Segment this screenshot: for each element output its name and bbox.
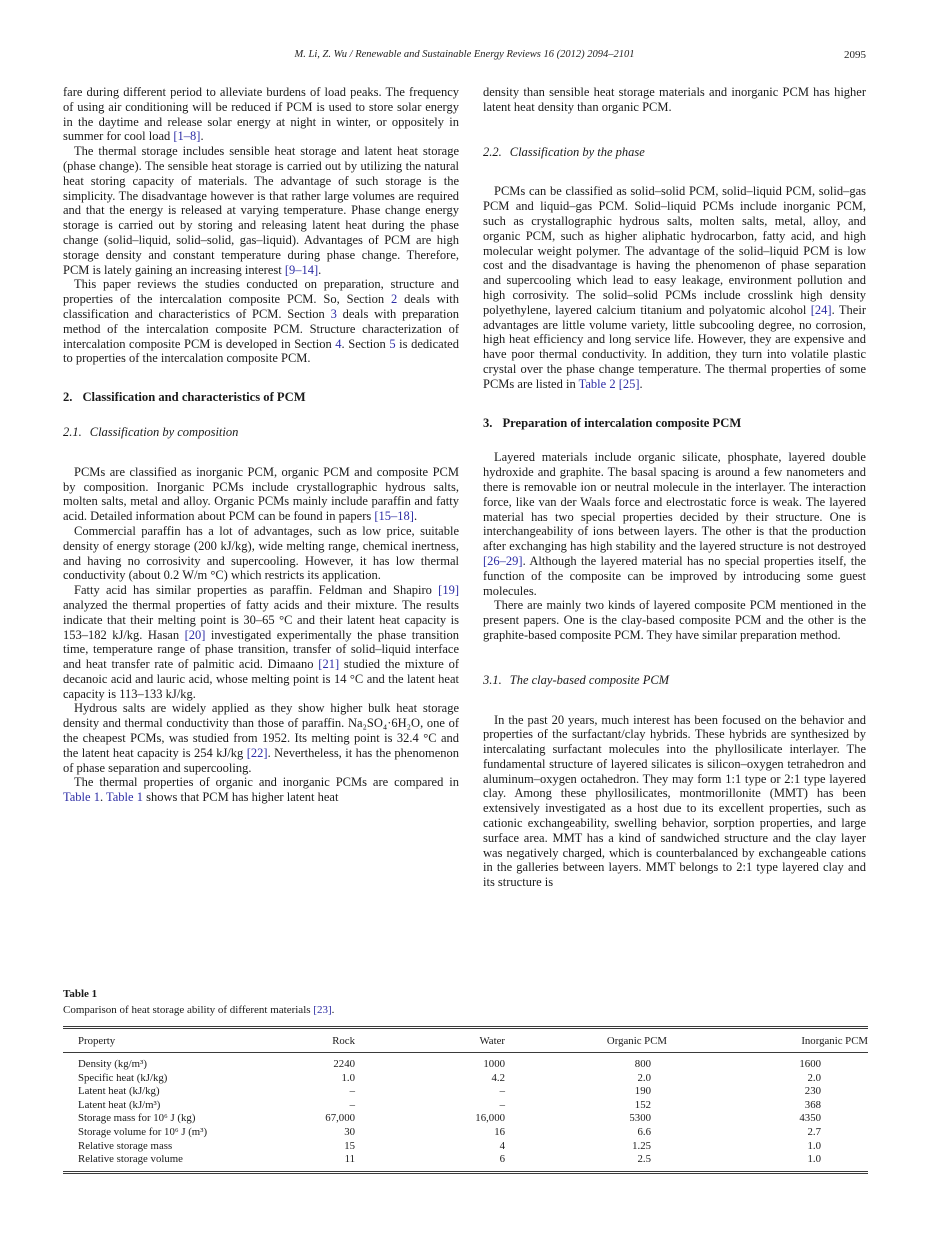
text-run: . bbox=[331, 1004, 335, 1016]
property-cell: Storage mass for 10⁶ J (kg) bbox=[78, 1112, 196, 1125]
citation-link[interactable]: [19] bbox=[438, 583, 459, 598]
table-label: Table 1 bbox=[63, 988, 98, 1000]
value-cell: 1.25 bbox=[632, 1139, 651, 1152]
value-cell: 800 bbox=[634, 1058, 651, 1070]
text-run: investigated experimentally the phase transition time, temperature range of phase transition, transfer of solid–liquid interface and heat transfer rate of palmitic acid. Dimaano bbox=[63, 627, 459, 672]
subsection-number: 3.1. bbox=[483, 672, 502, 687]
value-cell: 11 bbox=[344, 1153, 355, 1166]
table-row bbox=[63, 1053, 868, 1072]
table-row bbox=[63, 1085, 868, 1099]
text-run: Hydrous salts are widely applied as they show higher bulk heat storage density and thermal conductivity than those of paraffin. Na₂SO₄·6H₂O, one of the cheapest PCMs, was studied from 1952. Its melting point is 32.4 °C and the latent heat capacity is 254 kJ/kg bbox=[63, 701, 459, 760]
section-title: Classification and characteristics of PCM bbox=[82, 390, 306, 405]
table-row bbox=[63, 1112, 868, 1126]
text-run: The thermal properties of organic and inorganic PCMs are compared in bbox=[74, 775, 459, 790]
value-cell: 16 bbox=[494, 1125, 505, 1138]
text-run: . Nevertheless, it has the phenomenon of phase separation and supercooling. bbox=[63, 745, 459, 775]
property-cell: Storage volume for 10⁶ J (m³) bbox=[78, 1125, 208, 1138]
citation-link[interactable]: [1–8] bbox=[173, 129, 201, 144]
subsection-title: Classification by the phase bbox=[509, 144, 645, 159]
citation-link[interactable]: [20] bbox=[184, 627, 206, 642]
value-cell: 16,000 bbox=[475, 1112, 505, 1125]
citation-link[interactable]: 2 bbox=[391, 292, 398, 307]
table-1-block bbox=[63, 988, 868, 1174]
paragraph bbox=[483, 713, 866, 891]
section-title: Preparation of intercalation composite PCM bbox=[502, 415, 742, 430]
paragraph bbox=[483, 598, 866, 642]
citation-link[interactable]: [22] bbox=[246, 745, 268, 760]
text-run: . bbox=[318, 262, 322, 277]
property-cell: Specific heat (kJ/kg) bbox=[78, 1071, 168, 1084]
property-cell: Relative storage mass bbox=[78, 1139, 173, 1152]
value-cell: – bbox=[499, 1085, 505, 1098]
citation-link[interactable]: Table 1 bbox=[63, 790, 100, 805]
value-cell: – bbox=[499, 1098, 505, 1111]
section-number: 2. bbox=[63, 390, 73, 405]
value-cell: 190 bbox=[634, 1085, 651, 1098]
property-cell: Relative storage volume bbox=[78, 1153, 183, 1166]
table-row bbox=[63, 1153, 868, 1173]
value-cell: 152 bbox=[634, 1098, 651, 1111]
value-cell: 67,000 bbox=[325, 1112, 355, 1125]
section-heading-2 bbox=[63, 390, 459, 405]
value-cell: 1000 bbox=[483, 1058, 505, 1070]
paragraph bbox=[63, 465, 459, 524]
citation-link[interactable]: Table 2 [25] bbox=[578, 376, 640, 391]
page-number: 2095 bbox=[844, 49, 866, 61]
column-header: Organic PCM bbox=[505, 1028, 667, 1053]
text-run: There are mainly two kinds of layered composite PCM mentioned in the present papers. One is the clay-based composite PCM and the other is the graphite-based composite PCM. They have similar preparation method. bbox=[483, 598, 866, 642]
text-run: The thermal storage includes sensible heat storage and latent heat storage (phase change). The sensible heat storage is carried out by utilizing the natural heat storing capacity of materials. The advantage of such storage is the simplicity. The disadvantage however is that rather large volumes are required and that the energy is released at varying temperature. Phase change energy storage is carried out by storing and releasing latent heat during the phase change (solid–liquid, solid–solid, gas–liquid). Advantages of PCM are high storage density and constant temperature during phase change. Therefore, PCM is lately gaining an increasing interest bbox=[63, 144, 459, 277]
section-heading-3 bbox=[483, 416, 866, 431]
property-cell: Latent heat (kJ/m³) bbox=[78, 1098, 161, 1111]
paragraph bbox=[63, 775, 459, 805]
column-header: Water bbox=[355, 1028, 505, 1053]
value-cell: 1600 bbox=[799, 1058, 821, 1070]
value-cell: 2240 bbox=[333, 1058, 355, 1070]
table-row bbox=[63, 1139, 868, 1153]
value-cell: 4350 bbox=[799, 1112, 821, 1125]
value-cell: – bbox=[349, 1098, 355, 1111]
text-run: density than sensible heat storage materials and inorganic PCM has higher latent heat density than organic PCM. bbox=[483, 85, 866, 114]
value-cell: 2.0 bbox=[637, 1071, 651, 1084]
value-cell: 368 bbox=[804, 1098, 821, 1111]
value-cell: 5300 bbox=[629, 1112, 651, 1125]
text-run: . bbox=[413, 509, 418, 524]
citation-link[interactable]: Table 1 bbox=[106, 790, 143, 805]
paragraph bbox=[483, 85, 866, 115]
text-run: . Section bbox=[341, 336, 390, 351]
table-row bbox=[63, 1071, 868, 1085]
table-caption bbox=[63, 1004, 868, 1017]
value-cell: 1.0 bbox=[807, 1139, 821, 1152]
value-cell: 15 bbox=[344, 1139, 355, 1152]
text-run: . Although the layered material has no special properties itself, the function of the composite can be improved by introducing some guest molecules. bbox=[483, 553, 866, 598]
text-run: is dedicated to properties of the intercalation composite PCM. bbox=[63, 336, 459, 366]
subsection-number: 2.2. bbox=[483, 144, 502, 159]
value-cell: 4.2 bbox=[491, 1071, 505, 1084]
subsection-title: The clay-based composite PCM bbox=[509, 672, 670, 687]
text-run: Fatty acid has similar properties as paraffin. Feldman and Shapiro bbox=[74, 583, 439, 598]
text-run: Layered materials include organic silicate, phosphate, layered double hydroxide and graphite. The basal spacing is around a few nanometers and there is removable ion or neutral molecule in the interlayer. The interaction force, like van der Waals force and electrostatic force is weak. The layered material has two special properties decided by their structure. One is interchangeability of ions between layers. The other is that the production after exchanging has high stability and the layered structure is not destroyed bbox=[483, 450, 866, 554]
value-cell: 2.0 bbox=[807, 1071, 821, 1084]
citation-link[interactable]: [26–29] bbox=[483, 553, 523, 568]
subsection-heading-2-2 bbox=[483, 145, 866, 160]
text-run: PCMs are classified as inorganic PCM, organic PCM and composite PCM by composition. Inorganic PCMs include crystallographic hydrous salts, molten salts, metal and alloy. Organic PCMs mainly include paraffin and fatty acid. Detailed information about PCM can be found in papers bbox=[63, 464, 459, 524]
comparison-table bbox=[63, 1026, 868, 1174]
text-run: Comparison of heat storage ability of different materials bbox=[63, 1004, 314, 1016]
right-column bbox=[483, 85, 866, 980]
citation-link[interactable]: [23] bbox=[313, 1004, 332, 1016]
text-run: . bbox=[99, 790, 106, 805]
value-cell: 6.6 bbox=[637, 1125, 651, 1138]
paragraph bbox=[63, 701, 459, 775]
text-run: deals with classification and characteristics of PCM. Section bbox=[63, 292, 459, 321]
text-run: analyzed the thermal properties of fatty acids and their mixture. The results indicate that their melting point is 30–65 °C and their latent heat capacity is 153–182 kJ/kg. Hasan bbox=[63, 597, 459, 642]
running-title: M. Li, Z. Wu / Renewable and Sustainable Energy Reviews 16 (2012) 2094–2101 bbox=[294, 49, 635, 60]
value-cell: 30 bbox=[344, 1125, 355, 1138]
column-header: Property bbox=[63, 1028, 263, 1053]
text-run: shows that PCM has higher latent heat bbox=[142, 790, 339, 805]
section-number: 3. bbox=[483, 415, 493, 430]
paragraph bbox=[63, 524, 459, 583]
text-run: fare during different period to alleviate burdens of load peaks. The frequency of using air conditioning will be reduced if PCM is used to store solar energy in the daytime and release solar energy at night in winter, or oppositely in summer for cool load bbox=[63, 85, 459, 144]
text-run: . Their advantages are little volume variety, little subcooling degree, no corrosion, high heat efficiency and long service life. However, they are expensive and have poor thermal conductivity. In addition, they turn into volatile plastic crystal over the phase change temperature. The thermal properties of some PCMs are listed in bbox=[483, 302, 866, 391]
citation-link[interactable]: [21] bbox=[318, 657, 340, 672]
value-cell: 4 bbox=[499, 1139, 505, 1152]
value-cell: 1.0 bbox=[807, 1153, 821, 1166]
left-column bbox=[63, 85, 459, 980]
paragraph bbox=[63, 144, 459, 277]
citation-link[interactable]: [24] bbox=[810, 302, 832, 317]
property-cell: Latent heat (kJ/kg) bbox=[78, 1085, 160, 1098]
text-run: . bbox=[639, 376, 643, 391]
property-cell: Density (kg/m³) bbox=[78, 1058, 147, 1070]
text-run: deals with preparation method of the intercalation composite PCM. Structure characterization of intercalation composite PCM is developed in Section bbox=[63, 306, 459, 351]
value-cell: 6 bbox=[499, 1153, 505, 1166]
value-cell: 230 bbox=[804, 1085, 821, 1098]
column-header: Inorganic PCM bbox=[667, 1028, 868, 1053]
table-header-row bbox=[63, 1028, 868, 1053]
citation-link[interactable]: 4 bbox=[335, 336, 342, 351]
paragraph bbox=[63, 277, 459, 366]
text-run: PCMs can be classified as solid–solid PCM, solid–liquid PCM, solid–gas PCM and liquid–gas PCM. Solid–liquid PCMs include inorganic PCM, such as crystallographic hydrous salts, molten salts, metal, alloy, and organic PCM, such as higher aliphatic hydrocarbon, fatty acid, and high molecular weight polymer. The advantage of the solid–liquid PCM is low cost and the disadvantage is having the phenomenon of phase separation and supercooling which lead to easy leakage, environment pollution and high corrosivity. The solid–solid PCMs include crosslink high density polyethylene, layered calcium titanium and polyatomic alcohol bbox=[483, 184, 866, 317]
citation-link[interactable]: 3 bbox=[330, 306, 337, 321]
text-run: Commercial paraffin has a lot of advantages, such as low price, suitable density of energy storage (200 kJ/kg), wide melting range, chemical inertness, and having no corrosivity and supercooling. However, it has low thermal conductivity (about 0.2 W/m °C) which restricts its application. bbox=[63, 523, 459, 583]
subsection-heading-3-1 bbox=[483, 673, 866, 688]
value-cell: 2.7 bbox=[807, 1125, 821, 1138]
value-cell: – bbox=[349, 1085, 355, 1098]
running-head bbox=[63, 49, 866, 60]
text-run: This paper reviews the studies conducted on preparation, structure and properties of the intercalation composite PCM. So, Section bbox=[63, 277, 459, 307]
subsection-heading-2-1 bbox=[63, 425, 459, 440]
subsection-title: Classification by composition bbox=[89, 424, 239, 439]
paragraph bbox=[63, 85, 459, 144]
citation-link[interactable]: [15–18] bbox=[374, 509, 414, 524]
value-cell: 2.5 bbox=[637, 1153, 651, 1166]
column-header: Rock bbox=[263, 1028, 355, 1053]
paragraph bbox=[63, 583, 459, 701]
table-row bbox=[63, 1098, 868, 1112]
text-run: studied the mixture of decanoic acid and lauric acid, whose melting point is 14 °C and the latent heat capacity is 113–133 kJ/kg. bbox=[63, 657, 459, 701]
citation-link[interactable]: 5 bbox=[389, 336, 396, 351]
value-cell: 1.0 bbox=[341, 1071, 355, 1084]
paragraph bbox=[483, 450, 866, 598]
text-run: In the past 20 years, much interest has been focused on the behavior and properties of the surfactant/clay hybrids. These hybrids are synthesized by intercalating surfactant molecules into the phyllosilicate interlayer. The fundamental structure of layered silicates is silicon–oxygen tetrahedron and aluminum–oxygen octahedron. They may form 1:1 type or 2:1 type layered clay. Among these phyllosilicates, montmorillonite (MMT) has been extensively investigated as a host due to its excellent properties, such as cationic exchangeability, swelling behavior, sorption properties, and large surface area. MMT has a kind of sandwiched structure and the clay layer was negatively charged, which is counterbalanced by exchangeable cations in the galleries between layers. MMT belongs to 2:1 type layered clay and its structure is bbox=[483, 712, 866, 890]
table-row bbox=[63, 1125, 868, 1139]
citation-link[interactable]: [9–14] bbox=[284, 262, 319, 277]
text-run: . bbox=[200, 129, 204, 144]
paragraph bbox=[483, 184, 866, 391]
subsection-number: 2.1. bbox=[63, 424, 82, 439]
